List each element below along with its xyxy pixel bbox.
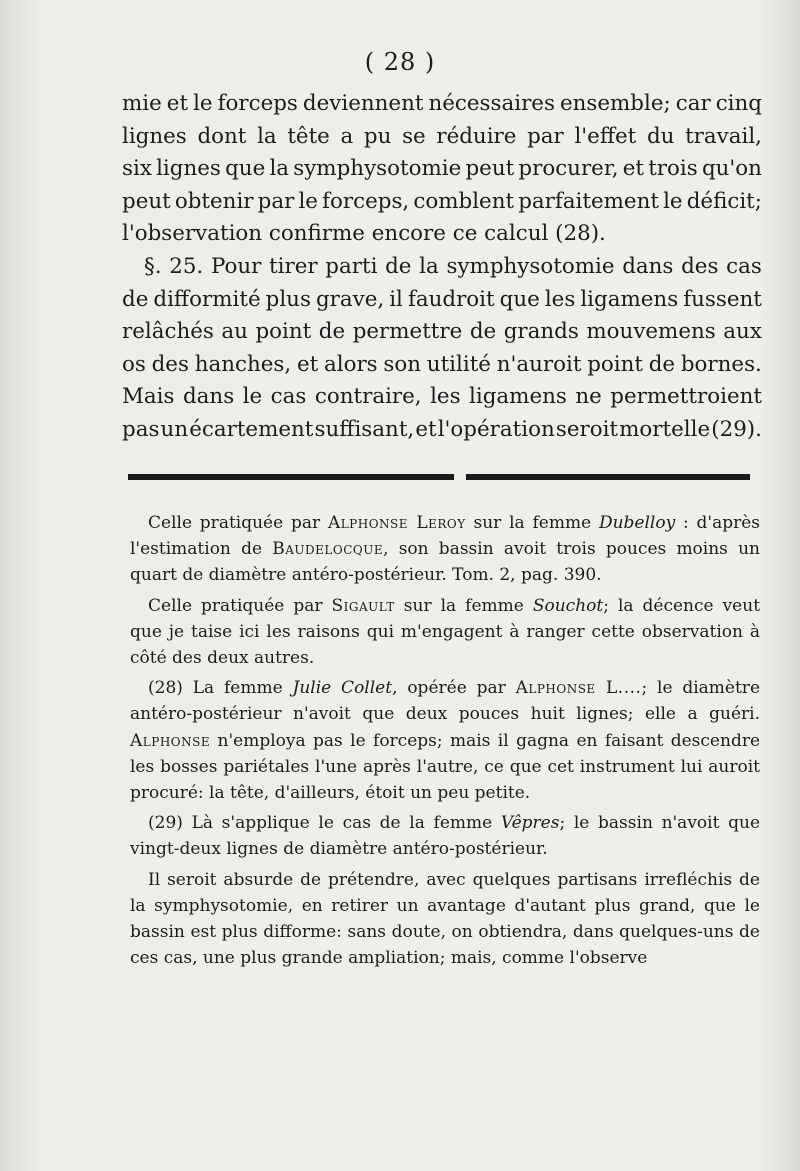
word: permettroient [610,384,762,410]
word: le [193,91,213,116]
word: par [527,123,564,149]
word: os [122,351,146,377]
word: lignes [122,123,187,149]
main-line [122,153,762,186]
word: ligamens [469,384,567,410]
word: mouvemens [586,319,716,345]
word: dans [622,253,674,279]
word: de [469,319,497,345]
word: que [499,286,540,312]
word: difformité [153,286,261,312]
word: la [419,253,439,279]
word: six [122,156,152,182]
word: Pour [210,253,262,279]
main-line [122,349,762,382]
word: cas [726,253,762,279]
word: mortelle [619,416,711,442]
word: et [166,91,189,116]
word: parti [325,253,378,279]
word: peut [122,188,171,214]
main-line [122,88,762,121]
word: faudroit [407,286,495,312]
word: qu'on [701,156,762,182]
main-line [122,284,762,317]
word: ensemble; [559,91,671,116]
word: l'effet [574,123,637,149]
word: par [257,188,295,214]
word: il [389,286,403,312]
word: le [663,188,683,214]
word: des [681,253,719,279]
word: grands [503,319,579,345]
footnote-29: (29) Là s'applique le cas de la femme Vêpres; le bassin n'avoit que vingt-deux lignes de diamètre antéro-postérieur. [130,813,761,860]
main-line [122,316,762,349]
word: bornes. [680,351,762,377]
word: mie [122,91,162,116]
word: l'opération [437,416,555,442]
word: des [151,351,189,377]
word: seroit [555,416,619,442]
word: la [257,123,277,149]
word: fussent [683,286,762,312]
word: point [255,319,312,345]
word: contraire, [314,384,422,410]
word: peut [465,156,515,182]
footnote-28: (28) La femme Julie Collet, opérée par Alphonse L....; le diamètre antéro-postérieur n'avoit que deux pouces huit lignes; elle a guéri. Alphonse n'employa pas le forceps; mais il gagna en faisant descendre les bosses pariétales l'une après l'autre, ce que cet instrument lui auroit procuré: la tête, d'ailleurs, étoit un peu petite. [130,678,761,804]
word: déficit; [686,188,762,214]
word: cas [270,384,307,410]
word: nécessaires [428,91,555,116]
word: et [622,156,644,182]
word: utilité [426,351,491,377]
word: le [242,384,263,410]
word: dans [182,384,235,410]
main-line [122,251,762,284]
word: parfaitement [518,188,659,214]
word: le [298,188,318,214]
main-line [122,186,762,219]
word: a [340,123,354,149]
word: son [383,351,422,377]
page-number: ( 28 ) [364,48,436,76]
word: §. [144,253,162,279]
word: point [587,351,643,377]
word: que [225,156,266,182]
word: ligamens [580,286,679,312]
word: plus [265,286,311,312]
main-line [122,414,762,447]
word: pu [363,123,392,149]
word: et [415,416,437,442]
word: ne [575,384,602,410]
footnote-divider-left [128,474,454,480]
word: tirer [269,253,318,279]
word: les [430,384,461,410]
word: Mais [122,384,175,410]
footnote-continuation: Il seroit absurde de prétendre, avec quelques partisans irrefléchis de la symphysotomie, en retirer un avantage d'autant plus grand, que le bassin est plus difforme: sans doute, on obtiendra, dans quelques-uns de ces cas, une plus grande ampliation; mais, comme l'observe [130,869,760,969]
word: n'auroit [496,351,582,377]
word: dont [197,123,247,149]
word: comblent [413,188,515,214]
word: alors [323,351,378,377]
word: trois [648,156,698,182]
word: pas [122,416,160,442]
word: symphysotomie [293,156,462,182]
word: permettre [352,319,463,345]
word: obtenir [174,188,254,214]
main-text [122,88,762,447]
footnote-souchot: Celle pratiquée par Sigault sur la femme Souchot; la décence veut que je taise ici les raisons qui m'engagent à ranger cette observation à côté des deux autres. [130,595,761,669]
word: du [646,123,675,149]
word: de [385,253,412,279]
word: un [160,416,189,442]
footnotes [130,510,760,975]
word: au [221,319,248,345]
word: aux [723,319,762,345]
word: de [318,319,346,345]
footnote-dubelloy: Celle pratiquée par Alphonse Leroy sur la femme Dubelloy : d'après l'estimation de Baudelocque, son bassin avoit trois pouces moins un quart de diamètre antéro-postérieur. Tom. 2, pag. 390. [130,513,761,586]
word: forceps [217,91,298,116]
word: de [122,286,149,312]
word: cinq [715,91,762,116]
word: suffisant, [314,416,415,442]
word: réduire [436,123,517,149]
word: symphysotomie [446,253,615,279]
word: forceps, [322,188,410,214]
word: tête [287,123,330,149]
word: car [675,91,711,116]
word: procurer, [518,156,619,182]
word: travail, [685,123,762,149]
word: et [296,351,319,377]
word: 25. [169,253,204,279]
word: les [544,286,576,312]
word: grave, [315,286,385,312]
word: de [648,351,676,377]
main-line [122,121,762,154]
main-line: l'observation confirme encore ce calcul (28). [122,221,606,247]
word: se [402,123,426,149]
word: la [269,156,290,182]
word: hanches, [194,351,292,377]
word: deviennent [302,91,424,116]
word: (29). [711,416,762,442]
word: relâchés [122,319,214,345]
word: écartement [189,416,314,442]
word: lignes [156,156,221,182]
main-line [122,381,762,414]
footnote-divider-right [466,474,750,480]
